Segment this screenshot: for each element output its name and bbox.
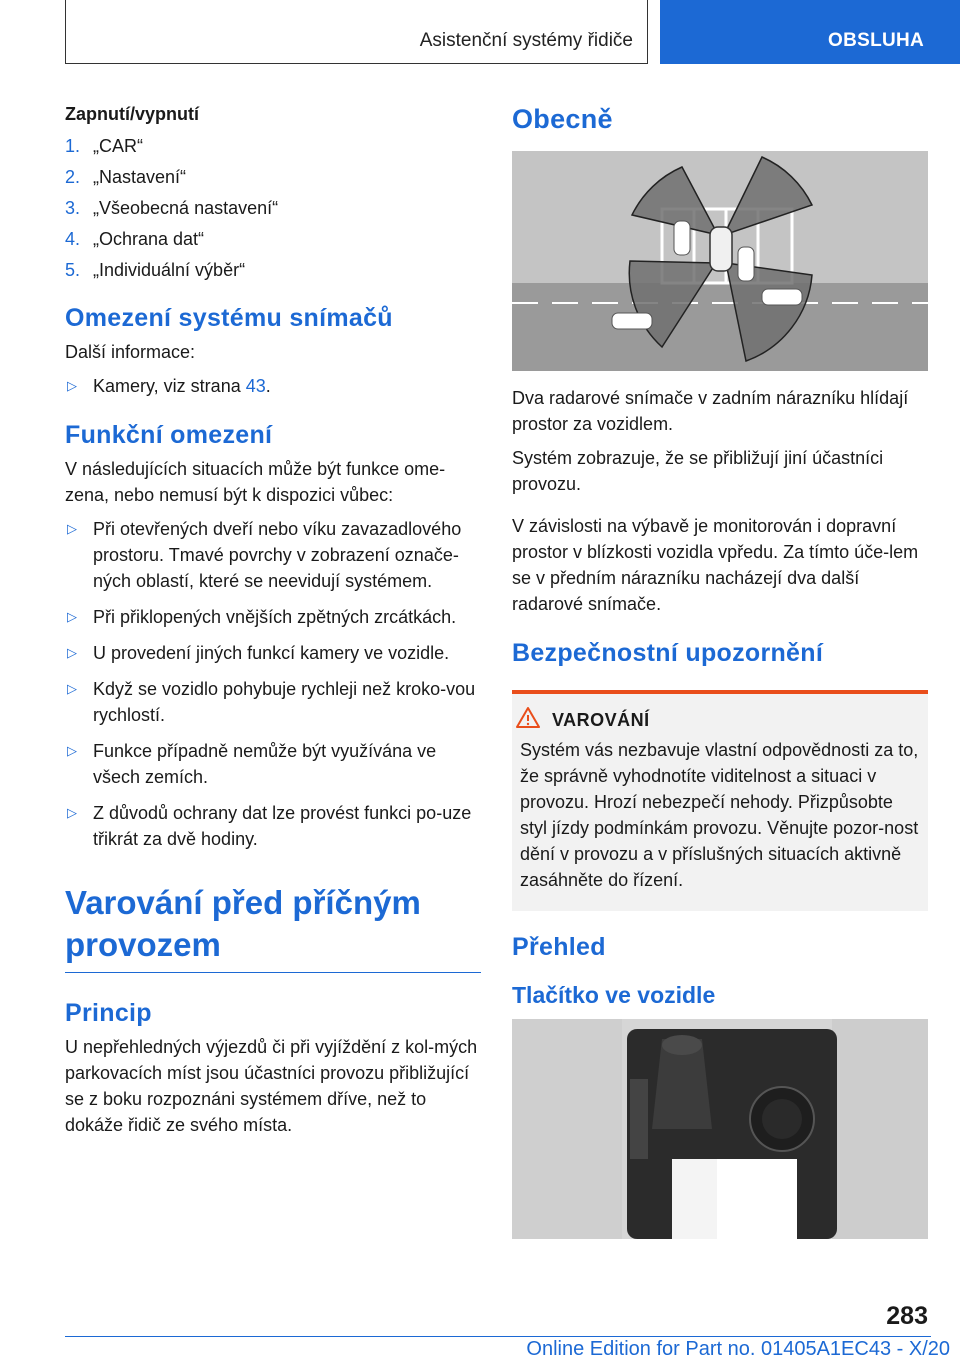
limits-intro: Další informace: bbox=[65, 342, 196, 362]
triangle-bullet-icon: ▷ bbox=[67, 681, 77, 696]
triangle-bullet-icon: ▷ bbox=[67, 378, 77, 393]
chapter-title: Asistenční systémy řidiče bbox=[419, 30, 633, 51]
onoff-heading: Zapnutí/vypnutí bbox=[65, 104, 199, 124]
list-item: 3. „Všeobecná nastavení“ bbox=[65, 198, 279, 218]
triangle-bullet-icon: ▷ bbox=[67, 805, 77, 820]
list-item: ▷ Kamery, viz strana 43. bbox=[65, 373, 481, 399]
general-p1: Dva radarové snímače v zadním nárazníku hlídají prostor za vozidlem. bbox=[512, 388, 909, 434]
steps-list bbox=[65, 131, 481, 286]
section-tab[interactable]: OBSLUHA bbox=[660, 0, 960, 64]
limits-bullets bbox=[65, 373, 481, 399]
list-item: ▷ Z důvodů ochrany dat lze provést funkci po-uze třikrát za dvě hodiny. bbox=[65, 800, 481, 852]
list-item: 1. „CAR“ bbox=[65, 136, 143, 156]
overview-heading: Přehled bbox=[512, 933, 606, 961]
button-heading: Tlačítko ve vozidle bbox=[512, 982, 716, 1008]
list-item: ▷ Když se vozidlo pohybuje rychleji než kroko-vou rychlostí. bbox=[65, 676, 481, 728]
page-number: 283 bbox=[886, 1302, 928, 1330]
general-p2: Systém zobrazuje, že se přibližují jiní účastníci provozu. bbox=[512, 448, 884, 494]
triangle-bullet-icon: ▷ bbox=[67, 743, 77, 758]
radar-diagram-svg bbox=[512, 151, 928, 371]
general-p3: V závislosti na výbavě je monitorován i dopravní prostor v blízkosti vozidla vpředu. Za tímto úče-lem se v předním nárazníku nacházejí dva další radarové snímače. bbox=[512, 516, 919, 614]
func-intro: V následujících situacích může být funkce ome-zena, nebo nemusí být k dispozici vůbec: bbox=[65, 459, 446, 505]
list-item: ▷ Při přiklopených vnějších zpětných zrcátkách. bbox=[65, 604, 481, 630]
warning-box bbox=[512, 690, 928, 911]
principle-text: U nepřehledných výjezdů či při vyjíždění z kol-mých parkovacích míst jsou účastníci provozu přibližující se z boku rozpoznáni systémem dříve, než to dokáže řidič ze svého místa. bbox=[65, 1037, 478, 1135]
list-item: ▷ U provedení jiných funkcí kamery ve vozidle. bbox=[65, 640, 481, 666]
principle-heading: Princip bbox=[65, 999, 152, 1027]
list-item: 2. „Nastavení“ bbox=[65, 167, 187, 187]
edition-text: Online Edition for Part no. 01405A1EC43 - X/20 bbox=[526, 1338, 950, 1360]
list-item: 5. „Individuální výběr“ bbox=[65, 260, 246, 280]
footer-divider bbox=[65, 1336, 931, 1337]
main-heading: Varování před příčným provozem bbox=[65, 882, 481, 973]
header-frame bbox=[65, 0, 648, 64]
func-heading: Funkční omezení bbox=[65, 421, 273, 449]
limits-heading: Omezení systému snímačů bbox=[65, 304, 393, 332]
page-header bbox=[0, 0, 960, 66]
triangle-bullet-icon: ▷ bbox=[67, 609, 77, 624]
triangle-bullet-icon: ▷ bbox=[67, 645, 77, 660]
warning-text: Systém vás nezbavuje vlastní odpovědnosti za to, že správně vyhodnotíte viditelnost a situaci v provozu. Hrozí nebezpečí nehody. Přizpůsobte styl jízdy podmínkám provozu. Věnujte pozor-nost dění v provozu a v příslušných situacích aktivně zasáhněte do řízení. bbox=[520, 740, 919, 890]
list-item: ▷ Funkce případně nemůže být využívána ve všech zemích. bbox=[65, 738, 481, 790]
warning-triangle-icon bbox=[516, 706, 540, 735]
triangle-bullet-icon: ▷ bbox=[67, 521, 77, 536]
list-item: ▷ Při otevřených dveří nebo víku zavazadlového prostoru. Tmavé povrchy v zobrazení označe-ných oblastí, které se neevidují systémem. bbox=[65, 516, 481, 594]
console-photo-svg bbox=[512, 1019, 928, 1239]
general-heading: Obecně bbox=[512, 104, 613, 134]
page-link[interactable]: 43 bbox=[245, 376, 266, 396]
right-column bbox=[512, 96, 928, 1239]
list-item: 4. „Ochrana dat“ bbox=[65, 229, 205, 249]
left-column bbox=[65, 96, 481, 1146]
warning-heading: VAROVÁNÍ bbox=[552, 710, 920, 731]
vehicle-button-photo bbox=[512, 1019, 928, 1239]
safety-heading: Bezpečnostní upozornění bbox=[512, 639, 824, 667]
radar-illustration bbox=[512, 151, 928, 371]
func-bullets bbox=[65, 516, 481, 852]
